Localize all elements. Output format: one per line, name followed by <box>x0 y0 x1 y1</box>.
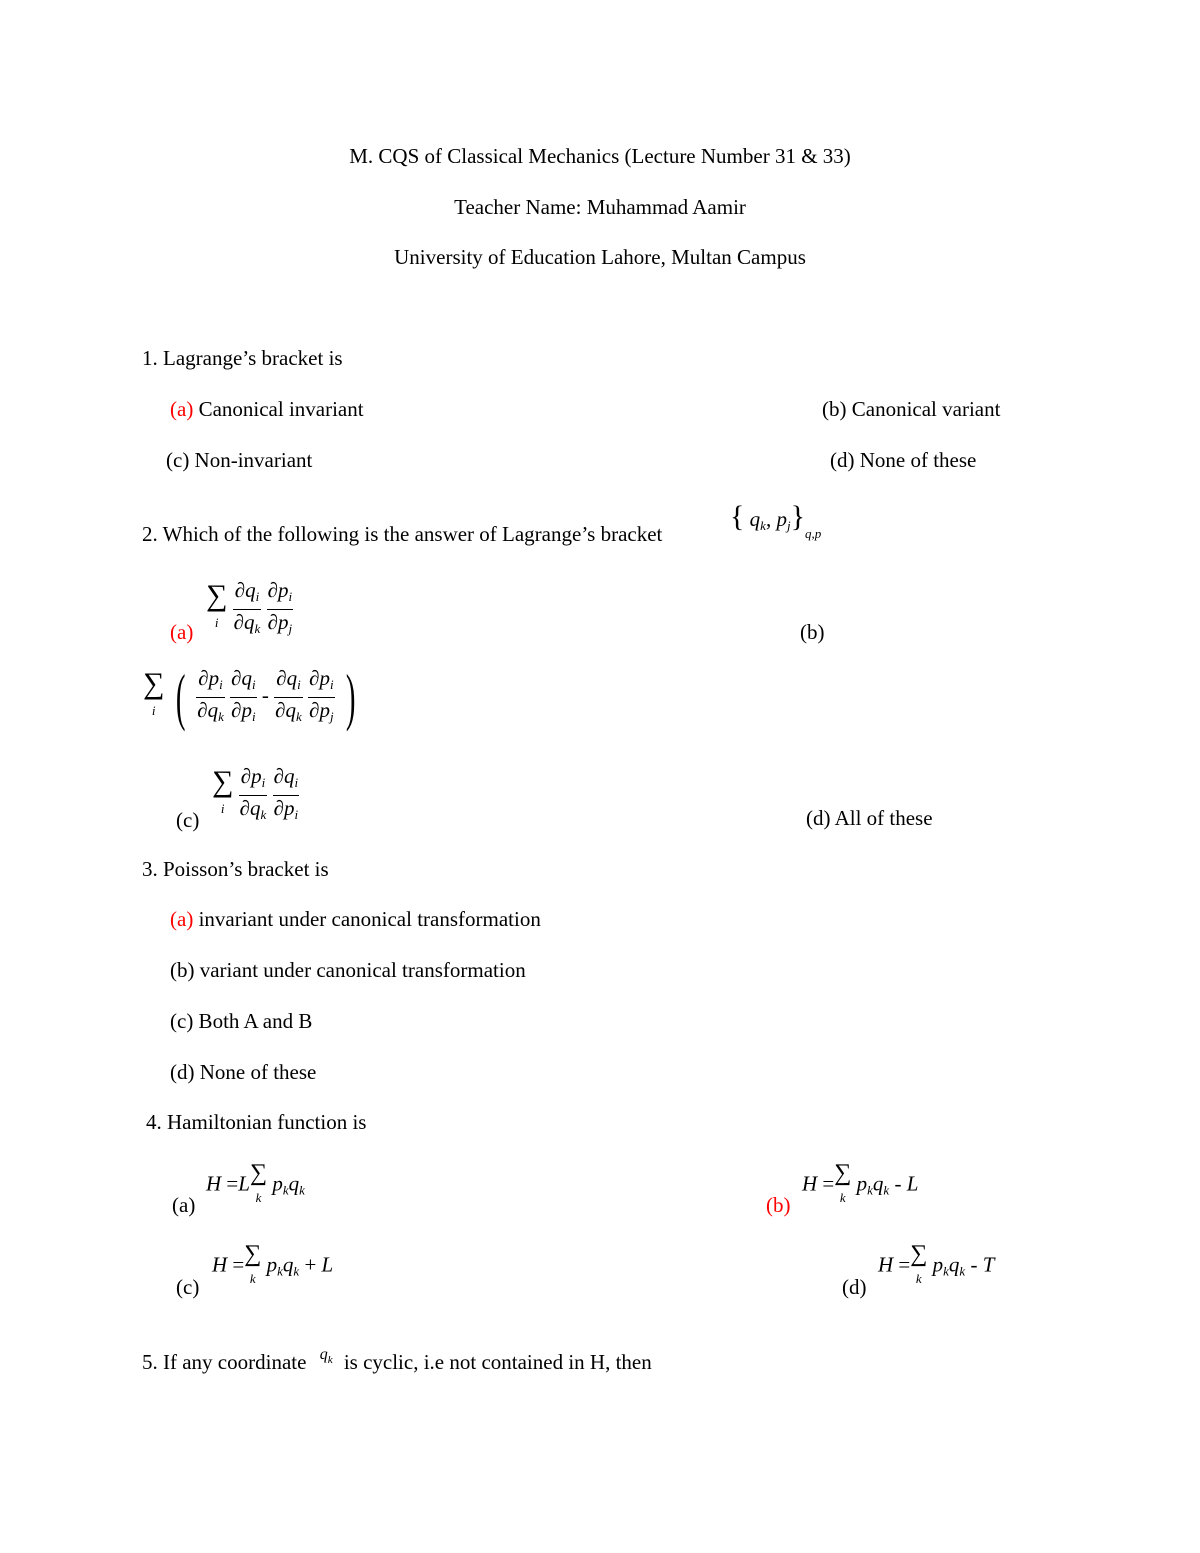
doc-title: M. CQS of Classical Mechanics (Lecture Number 31 & 33) <box>349 144 851 168</box>
q5-stem: 5. If any coordinate $q_k$ is cyclic, i.e not contained in H, then <box>142 1346 652 1374</box>
q3-option-a: (a) invariant under canonical transformation <box>170 907 541 931</box>
q4-stem: 4. Hamiltonian function is <box>146 1110 367 1134</box>
q2-b-label: (b) <box>800 620 825 644</box>
q1-option-a <box>170 397 364 422</box>
teacher-name: Teacher Name: Muhammad Aamir <box>454 195 746 219</box>
q4-c-label: (c) <box>176 1275 200 1299</box>
q4-option-b-formula: H =∑ k $p_kq_k$ - L <box>802 1160 919 1205</box>
q2-option-a-formula: ∑ i $\frac{\partial q_i}{\partial q_k}$ $\frac{\partial p_i}{\partial p_j}$ <box>206 578 293 636</box>
q2-option-d: (d) All of these <box>806 806 933 830</box>
q3-option-c: (c) Both A and B <box>170 1009 313 1033</box>
q1-option-d: (d) None of these <box>830 448 977 472</box>
q1-option-b: (b) Canonical variant <box>822 397 1001 421</box>
q4-option-d-formula: H =∑ k $p_kq_k$ - T <box>878 1241 995 1286</box>
q1-a-label: (a) <box>170 397 194 421</box>
q2-stem: 2. Which of the following is the answer of Lagrange’s bracket <box>142 522 663 546</box>
q4-d-label: (d) <box>842 1275 867 1299</box>
q4-option-a-formula: H =L∑ k $p_kq_k$ <box>206 1160 305 1205</box>
institution: University of Education Lahore, Multan Campus <box>394 245 806 269</box>
q2-c-label: (c) <box>176 808 200 832</box>
q2-option-c-formula: ∑ i $\frac{\partial p_i}{\partial q_k}$ $\frac{\partial q_i}{\partial p_i}$ <box>212 764 299 822</box>
q3-stem: 3. Poisson’s bracket is <box>142 857 329 881</box>
q1-stem: 1. Lagrange’s bracket is <box>142 346 343 370</box>
q2-option-b-formula: ∑ i ( $\frac{\partial p_i}{\partial q_k}$ $\frac{\partial q_i}{\partial p_i}$ - $\frac{\partial q_i}{\partial q_k}$ $\frac{\partial p_i}{\partial p_j}$ ) <box>143 661 356 732</box>
q1-option-c: (c) Non-invariant <box>166 448 313 472</box>
q2-a-label: (a) <box>170 620 194 644</box>
q4-a-label: (a) <box>172 1193 196 1217</box>
q4-option-c-formula: H =∑ k $p_kq_k + L$ <box>212 1241 334 1286</box>
q3-option-d: (d) None of these <box>170 1060 317 1084</box>
q3-option-b: (b) variant under canonical transformation <box>170 958 526 982</box>
q1-a-text: Canonical invariant <box>198 397 364 421</box>
q2-lagrange-bracket: { $q_k$, $p_j\}_{q,p}$ <box>730 500 822 541</box>
q4-b-label: (b) <box>766 1193 791 1217</box>
